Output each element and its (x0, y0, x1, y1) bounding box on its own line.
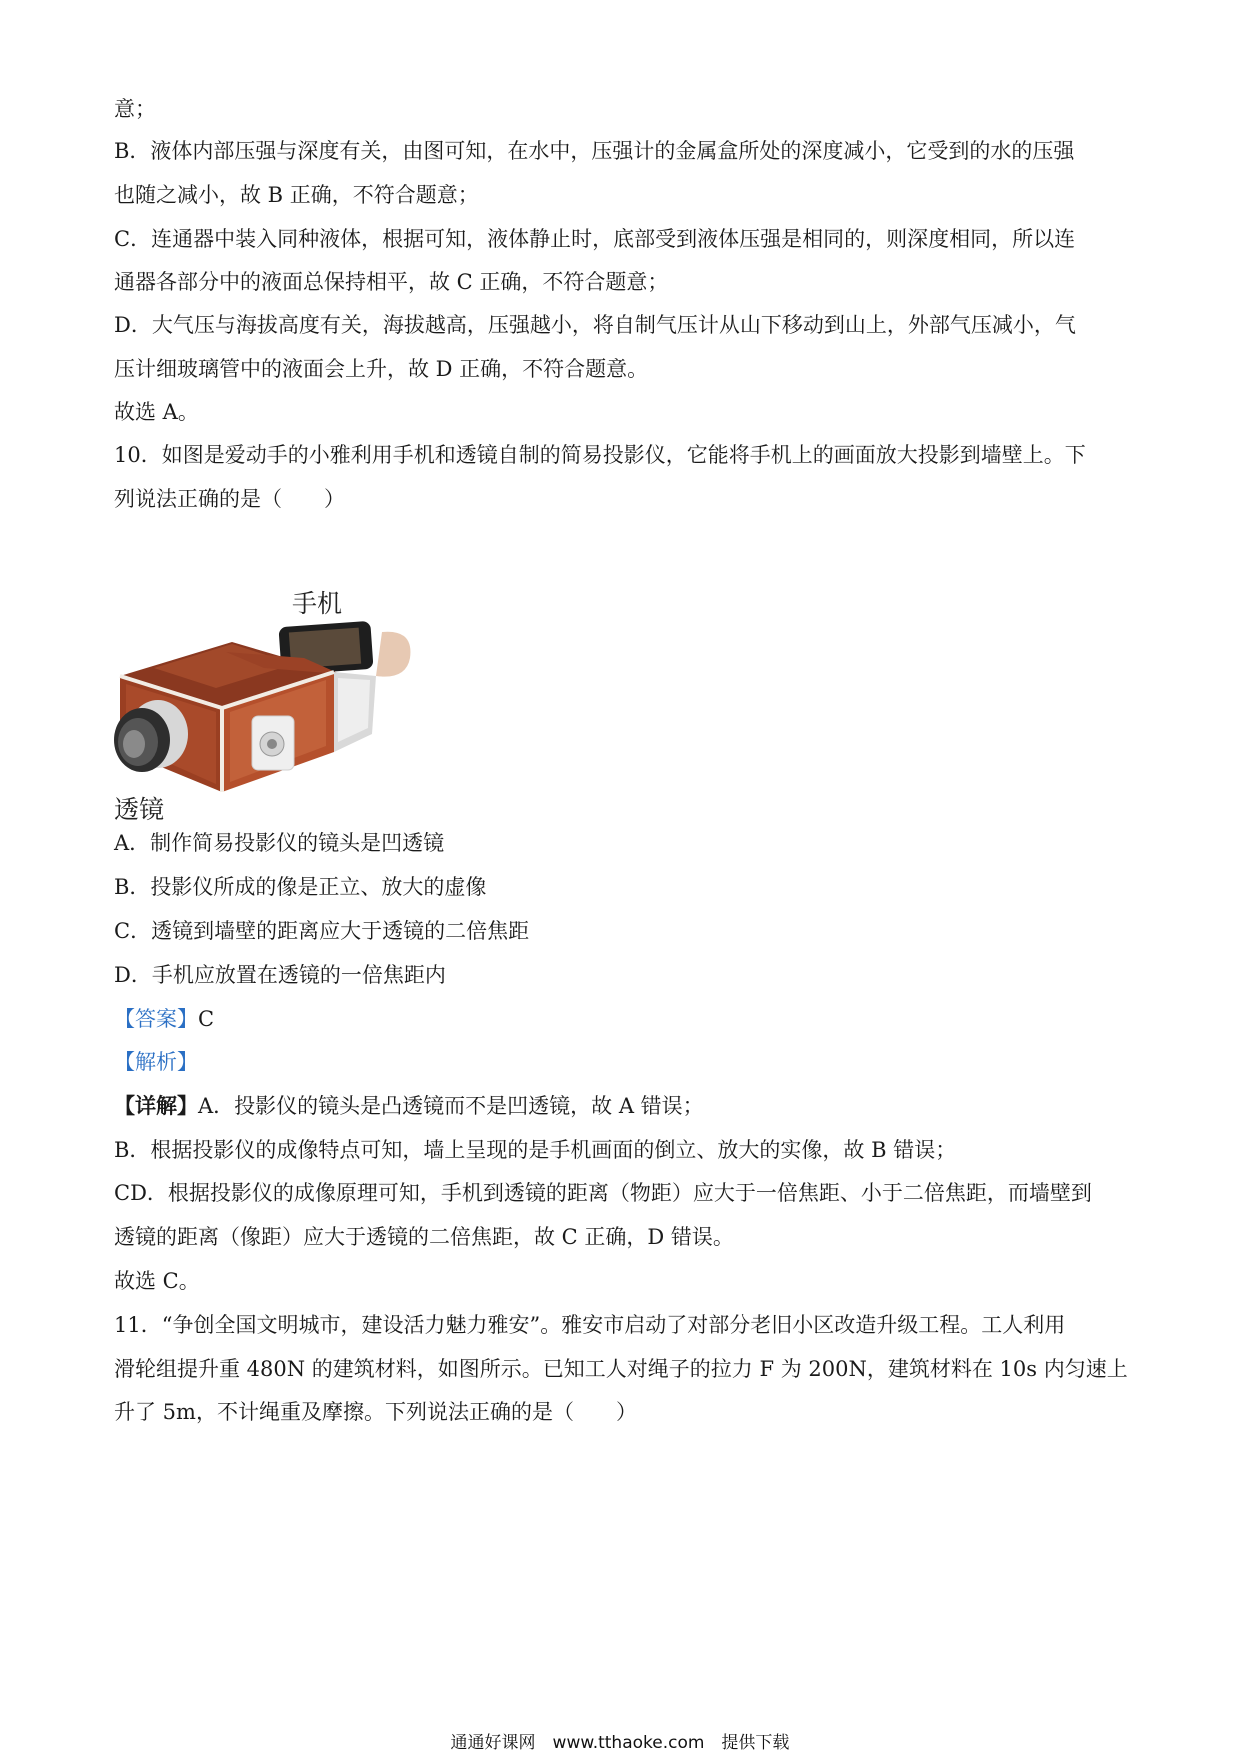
analysis-tag: 【解析】 (114, 1050, 198, 1074)
text-line: B．液体内部压强与深度有关，由图可知，在水中，压强计的金属盒所处的深度减小，它受到的水的压强 (114, 139, 1075, 163)
question-11-stem: 11．“争创全国文明城市，建设活力魅力雅安”。雅安市启动了对部分老旧小区改造升级工程。工人利用 (114, 1313, 1066, 1337)
option-a: A．制作简易投影仪的镜头是凹透镜 (114, 831, 445, 855)
text-line: 故选 C。 (114, 1269, 200, 1293)
text-line: D．大气压与海拔高度有关，海拔越高，压强越小，将自制气压计从山下移动到山上，外部气压减小，气 (114, 313, 1076, 337)
question-10-stem: 列说法正确的是（ ） (114, 487, 345, 511)
text-line: 故选 A。 (114, 400, 199, 424)
question-10-stem: 10．如图是爱动手的小雅利用手机和透镜自制的简易投影仪，它能将手机上的画面放大投影到墙壁上。下 (114, 443, 1086, 467)
text-line: 压计细玻璃管中的液面会上升，故 D 正确，不符合题意。 (114, 357, 649, 381)
text-line: CD．根据投影仪的成像原理可知，手机到透镜的距离（物距）应大于一倍焦距、小于二倍焦距，而墙壁到 (114, 1181, 1092, 1205)
detail-line (114, 1091, 704, 1121)
text-line: 意； (114, 97, 156, 121)
analysis-line (114, 1047, 198, 1077)
answer-line (114, 1004, 214, 1034)
answer-tag: 【答案】 (114, 1007, 198, 1031)
option-d: D．手机应放置在透镜的一倍焦距内 (114, 963, 446, 987)
lens-label: 透镜 (114, 795, 165, 824)
text-line: 也随之减小，故 B 正确，不符合题意； (114, 183, 479, 207)
projector-figure (114, 584, 414, 824)
text-line: B．根据投影仪的成像特点可知，墙上呈现的是手机画面的倒立、放大的实像，故 B 错误； (114, 1138, 957, 1162)
projector-illustration (114, 584, 414, 824)
question-11-stem: 滑轮组提升重 480N 的建筑材料，如图所示。已知工人对绳子的拉力 F 为 200N，建筑材料在 10s 内匀速上 (114, 1357, 1128, 1381)
option-c: C．透镜到墙壁的距离应大于透镜的二倍焦距 (114, 919, 530, 943)
question-11-stem: 升了 5m，不计绳重及摩擦。下列说法正确的是（ ） (114, 1400, 637, 1424)
text-line: 通器各部分中的液面总保持相平，故 C 正确，不符合题意； (114, 270, 669, 294)
detail-tag: 【详解】 (114, 1093, 198, 1118)
answer-value: C (198, 1007, 215, 1031)
text-line: C．连通器中装入同种液体，根据可知，液体静止时，底部受到液体压强是相同的，则深度相同，所以连 (114, 227, 1076, 251)
text-line: 透镜的距离（像距）应大于透镜的二倍焦距，故 C 正确，D 错误。 (114, 1225, 734, 1249)
phone-label: 手机 (292, 589, 343, 618)
detail-first: A．投影仪的镜头是凸透镜而不是凹透镜，故 A 错误； (198, 1094, 704, 1118)
page-footer: 通通好课网 www.tthaoke.com 提供下载 (450, 1733, 790, 1753)
option-b: B．投影仪所成的像是正立、放大的虚像 (114, 875, 487, 899)
